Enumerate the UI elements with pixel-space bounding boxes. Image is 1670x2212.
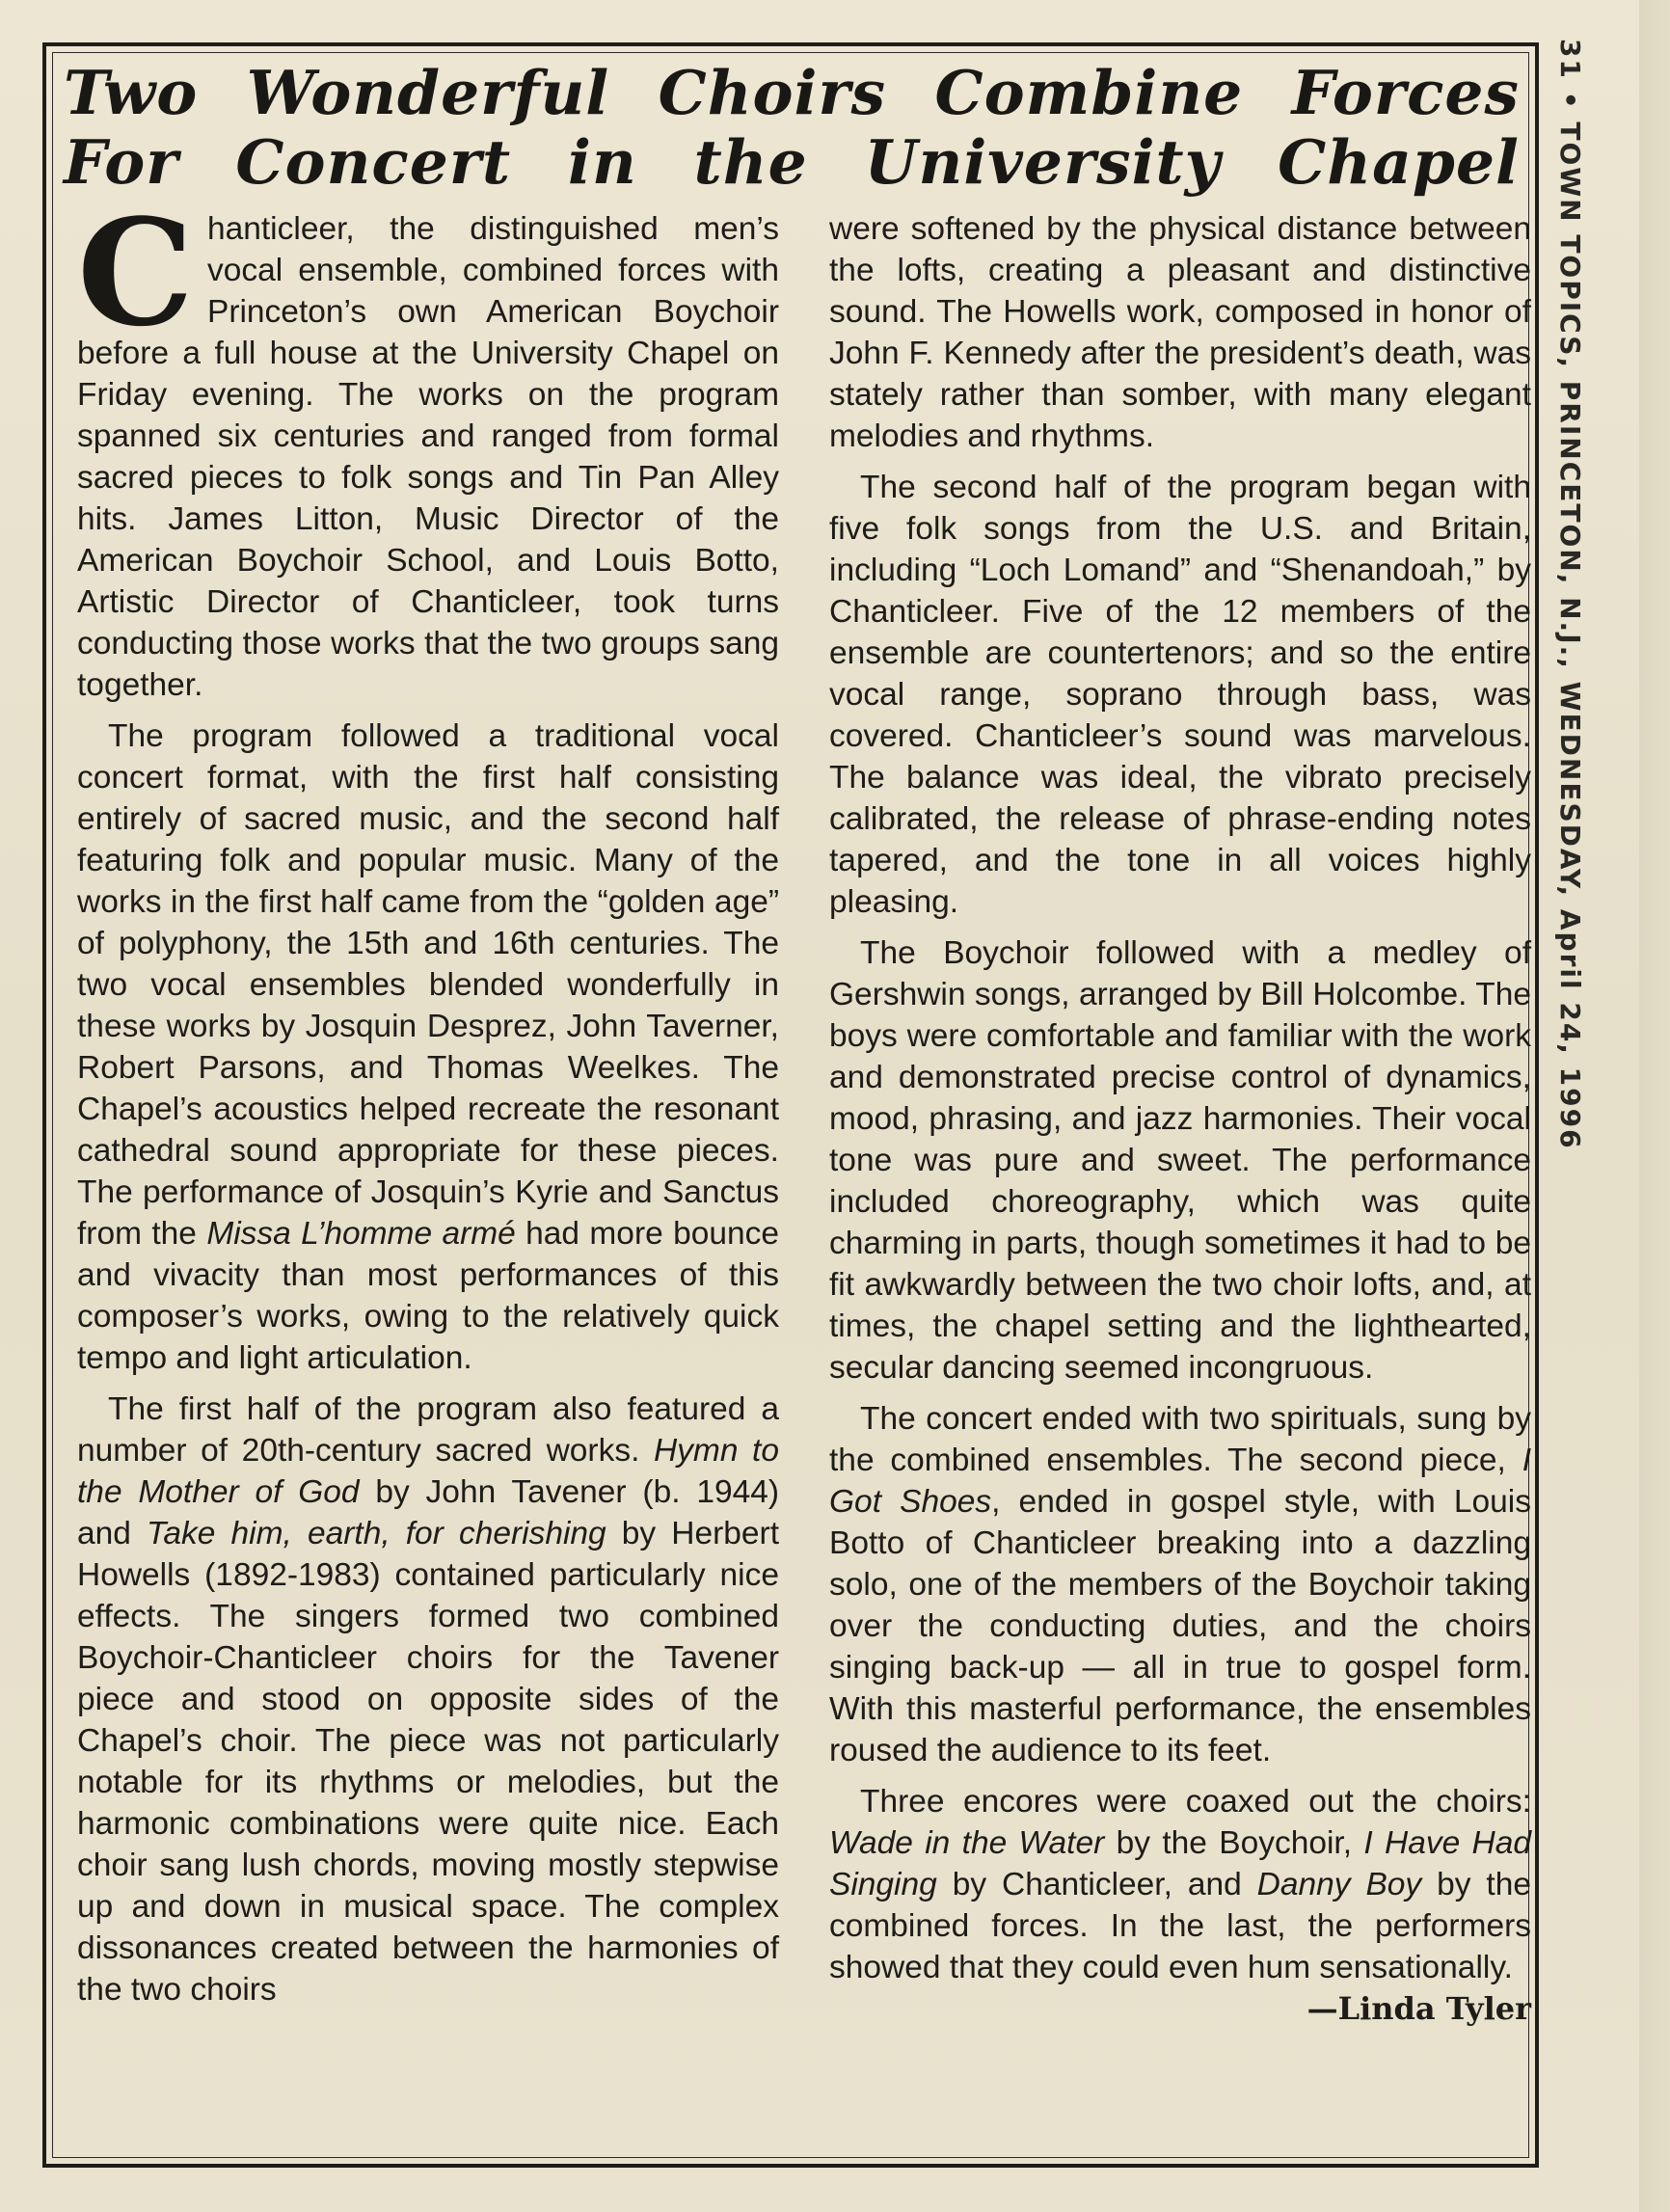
paragraph-8 <box>829 1781 1531 2027</box>
paragraph-7 <box>829 1398 1531 1771</box>
paragraph-8-text-c: by Chanticleer, and <box>936 1867 1257 1902</box>
paragraph-6: The Boychoir followed with a medley of Gershwin songs, arranged by Bill Holcombe. The boys were comfortable and familiar with the work and demonstrated precise control of dynamics, mood, phrasing, and jazz harmonies. Their vocal tone was pure and sweet. The performance included choreography, which was quite charming in parts, though sometimes it had to be fit awkwardly between the two choir lofts, and, at times, the chapel setting and the lighthearted, secular dancing seemed incongruous. <box>829 935 1531 1386</box>
paragraph-8-text-b: by the Boychoir, <box>1104 1825 1364 1861</box>
work-title: I Got Shoes <box>829 1443 1531 1520</box>
paragraph-1 <box>77 186 779 706</box>
paragraph-2-text-a: The program followed a traditional vocal concert format, with the first half consisting entirely of sacred music, and the second half featuring folk and popular music. Many of the works in the first half came from the “golden age” of polyphony, the 15th and 16th centuries. The two vocal ensembles blended wonderfully in these works by Josquin Desprez, John Taverner, Robert Parsons, and Thomas Weelkes. The Chapel’s acoustics helped recreate the resonant cathedral sound appropriate for these pieces. The performance of Josquin’s Kyrie and Sanctus from the <box>77 718 779 1252</box>
paragraph-3-text-c: by Herbert Howells (1892-1983) contained particularly nice effects. The singers formed two combined Boychoir-Chanticleer choirs for the Tavener piece and stood on opposite sides of the Chapel’s choir. The piece was not particularly notable for its rhythms or melodies, but the harmonic combinations were quite nice. Each choir sang lush chords, moving mostly stepwise up and down in musical space. The complex dissonances created between the harmonies of the two choirs <box>77 1516 780 2008</box>
paragraph-2-text-b: had more bounce and vivacity than most performances of this composer’s works, owing to the relatively quick tempo and light articulation. <box>77 1216 780 1376</box>
paragraph-5: The second half of the program began with five folk songs from the U.S. and Britain, including “Loch Lomand” and “Shenandoah,” by Chanticleer. Five of the 12 members of the ensemble are countertenors; and so the entire vocal range, soprano through bass, was covered. Chanticleer’s sound was marvelous. The balance was ideal, the vibrato precisely calibrated, the release of phrase-ending notes tapered, and the tone in all voices highly pleasing. <box>829 470 1531 920</box>
work-title: I Have Had Singing <box>829 1825 1531 1902</box>
page-running-head: 31 • TOWN TOPICS, PRINCETON, N.J., WEDNESDAY, April 24, 1996 <box>1554 39 1586 1150</box>
paragraph-3 <box>77 1389 779 2010</box>
page-edge <box>1639 0 1670 2212</box>
paragraph-7-text-a: The concert ended with two spirituals, sung by the combined ensembles. The second piece, <box>829 1401 1531 1478</box>
paragraph-4: were softened by the physical distance between the lofts, creating a pleasant and distinctive sound. The Howells work, composed in honor of John F. Kennedy after the president’s death, was stately rather than somber, with many elegant melodies and rhythms. <box>829 211 1531 454</box>
work-title: Hymn to the Mother of God <box>77 1433 779 1510</box>
work-title: Wade in the Water <box>829 1825 1105 1861</box>
byline: —Linda Tyler <box>1306 1990 1531 2027</box>
headline-line-2: For Concert in the University Chapel <box>64 126 1520 198</box>
paragraph-3-text-b: by John Tavener (b. 1944) and <box>77 1474 779 1551</box>
paragraph-3-text-a: The first half of the program also featured a number of 20th-century sacred works. <box>77 1391 779 1469</box>
work-title: Missa L’homme armé <box>206 1216 516 1252</box>
work-title: Danny Boy <box>1256 1867 1422 1902</box>
right-column <box>829 208 1531 2030</box>
paragraph-7-text-b: , ended in gospel style, with Louis Botto of Chanticleer breaking into a dazzling solo, one of the members of the Boychoir taking over the conducting duties, and the choirs singing back-up — all in true to gospel form. With this masterful performance, the ensembles roused the audience to its feet. <box>829 1484 1531 1768</box>
paragraph-8-text-d: by the combined forces. In the last, the performers showed that they could even hum sensationally. <box>829 1867 1531 1985</box>
paragraph-1-text: hanticleer, the distinguished men’s vocal ensemble, combined forces with Princeton’s own American Boychoir before a full house at the University Chapel on Friday evening. The works on the program spanned six centuries and ranged from formal sacred pieces to folk songs and Tin Pan Alley hits. James Litton, Music Director of the American Boychoir School, and Louis Botto, Artistic Director of Chanticleer, took turns conducting those works that the two groups sang together. <box>77 211 779 703</box>
headline-line-1: Two Wonderful Choirs Combine Forces <box>64 57 1520 128</box>
paragraph-8-text-a: Three encores were coaxed out the choirs: <box>860 1784 1531 1820</box>
headline <box>64 58 1520 197</box>
drop-cap: C <box>77 186 194 359</box>
left-column <box>77 186 780 2020</box>
paragraph-2 <box>77 715 779 1379</box>
work-title: Take him, earth, for cherishing <box>147 1516 606 1551</box>
